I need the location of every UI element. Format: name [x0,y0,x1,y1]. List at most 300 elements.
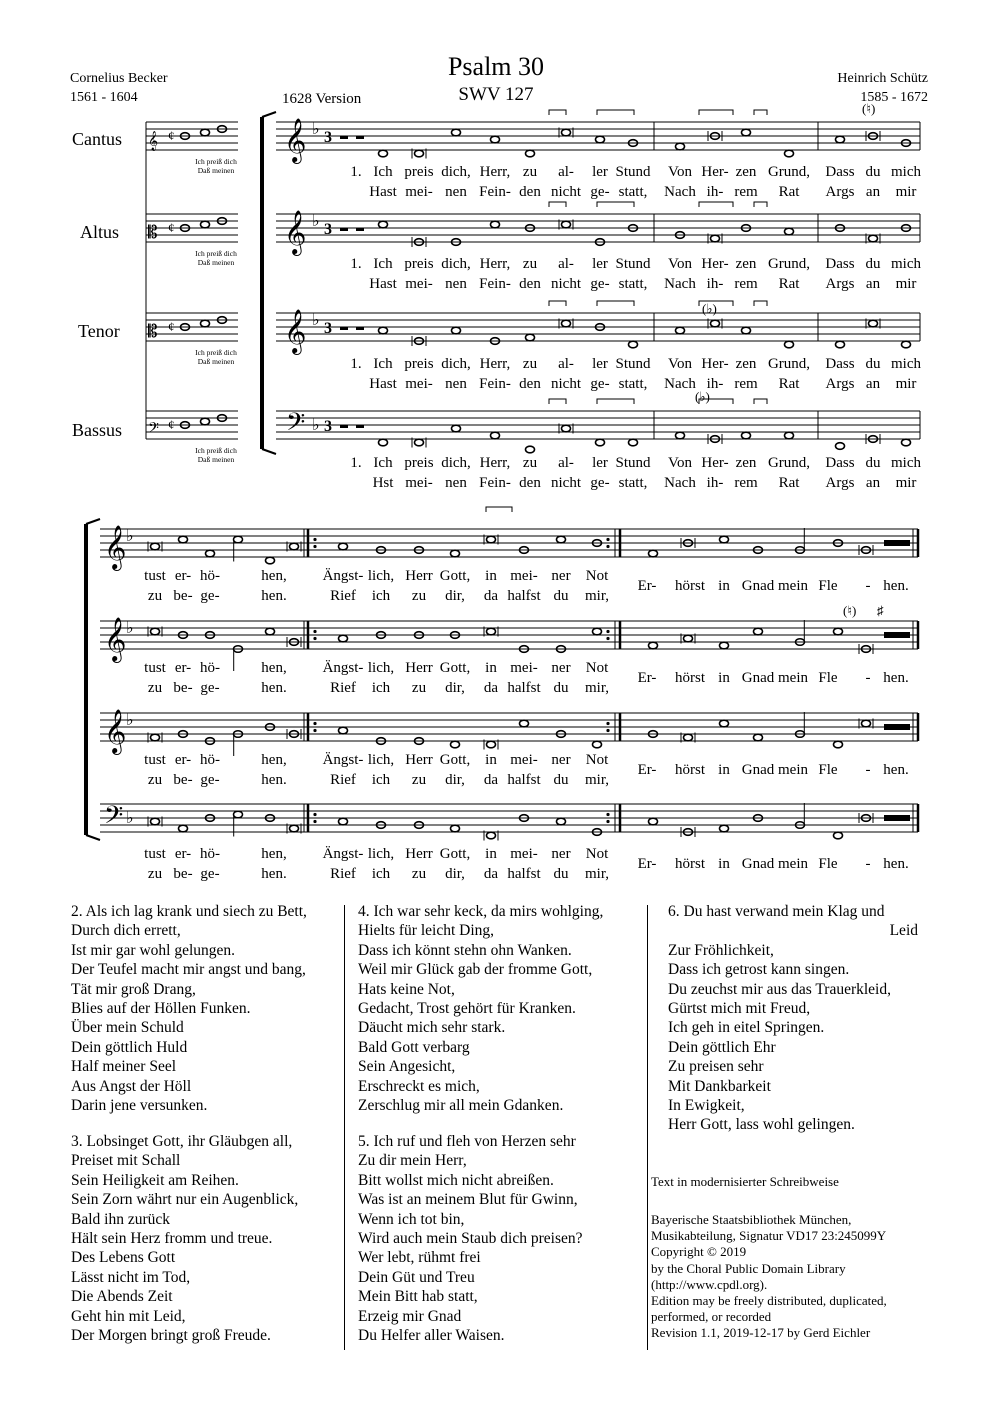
ligature-bracket [549,202,566,207]
credit-line: Revision 1.1, 2019-12-17 by Gerd Eichler [651,1325,871,1341]
lyric-syllable: Not [585,660,609,676]
lyric-syllable: nen [445,276,467,292]
stanza-line: Darin jene versunken. [71,1097,208,1115]
breve-note [415,150,424,157]
incipit-clef: 𝄞 [148,131,159,151]
lyric-syllable: - [865,762,871,778]
lyric-syllable: du [865,455,881,471]
breve-note [684,635,693,642]
lyric-syllable: Fle [818,762,838,778]
stanza-line: Half meiner Seel [71,1058,177,1076]
lyric-syllable: Dass [825,164,855,180]
lyric-syllable: Args [825,276,855,292]
lyric-syllable: rem [734,276,758,292]
ligature-bracket [549,110,566,115]
whole-note [452,129,461,136]
lyric-syllable: Gott, [439,660,471,676]
lyric-syllable: 1. [350,356,362,372]
ligature-bracket [699,202,733,207]
lyric-syllable: Ich [373,256,393,272]
repeat-dot [606,722,609,725]
stanza-line: Preiset mit Schall [71,1152,181,1170]
lyric-syllable: Ängst- [322,568,364,584]
poet-years: 1561 - 1604 [70,90,138,105]
flat-sign: ♭ [312,211,320,230]
whole-note [379,439,388,446]
lyric-syllable: Her- [701,164,729,180]
lyric-syllable: in [485,568,497,584]
stanza-line: 4. Ich war sehr keck, da mirs wohlging, [358,903,604,920]
stanza-line: 2. Als ich lag krank und siech zu Bett, [71,903,307,920]
whole-note [720,720,729,727]
lyric-syllable: Von [668,356,692,372]
stanza-line: Tät mir groß Drang, [71,980,196,998]
whole-note [179,825,188,832]
breve-note [711,320,720,327]
lyric-syllable: Args [825,475,855,491]
composer-name: Heinrich Schütz [837,71,928,86]
lyric-syllable: in [718,762,730,778]
credit-line: Edition may be freely distributed, duplicated, [651,1293,887,1309]
lyric-syllable: dir, [445,680,465,696]
breve-note [562,221,571,228]
whole-note [491,136,500,143]
lyric-syllable: hen. [261,680,287,696]
bass-clef: 𝄢 [104,801,124,836]
stanza-line: Des Lebens Gott [71,1249,176,1267]
lyric-syllable: dir, [445,772,465,788]
lyric-syllable: mei- [510,660,538,676]
stanza-line: Dein göttlich Ehr [668,1038,776,1056]
credit-line: Copyright © 2019 [651,1244,747,1260]
stanza-line: Ist mir gar wohl gelungen. [71,941,236,959]
lyric-syllable: ich [371,680,391,696]
stanza-line: 6. Du hast verwand mein Klag und [668,903,885,920]
rest [340,136,348,139]
lyric-syllable: zen [735,455,757,471]
lyric-syllable: preis [404,164,434,180]
stanza-line: Mein Bitt hab statt, [358,1288,478,1306]
lyric-syllable: er- [174,568,192,584]
whole-note [451,741,460,748]
treble-clef: 𝄞 [284,309,307,353]
ligature-bracket [549,399,566,404]
lyric-syllable: zen [735,256,757,272]
lyric-syllable: statt, [618,184,648,200]
lyric-syllable: du [865,256,881,272]
stanza-2 [71,902,307,1115]
whole-note [526,334,535,341]
lyric-syllable: mei- [510,846,538,862]
stanza-line: Däucht mich sehr stark. [358,1019,506,1037]
stanza-6 [668,902,918,1135]
accidental-mark: (♭) [695,389,710,404]
breve-note [711,235,720,242]
lyric-syllable: Von [668,256,692,272]
whole-note [836,341,845,348]
lyric-syllable: Dass [825,356,855,372]
stanza-line: Wird auch mein Staub dich preisen? [358,1230,583,1248]
lyric-syllable: Ängst- [322,660,364,676]
lyric-syllable: dir, [445,588,465,604]
whole-note [596,136,605,143]
lyric-syllable: Rat [778,475,800,491]
stanza-line: Sein Heiligkeit am Reihen. [71,1171,239,1189]
lyric-syllable: er- [174,846,192,862]
lyric-syllable: Stund [615,164,651,180]
lyric-syllable: hörst [675,670,705,686]
lyric-syllable: mei- [510,568,538,584]
lyric-syllable: mir, [585,866,609,882]
lyric-syllable: hörst [675,578,705,594]
lyric-syllable: zu [147,866,163,882]
lyric-syllable: ner [551,846,571,862]
accidental-mark: (♮) [843,603,857,618]
lyric-syllable: Ängst- [322,846,364,862]
lyric-syllable: dich, [441,256,471,272]
lyric-syllable: mir [895,376,917,392]
lyric-syllable: Rief [330,866,356,882]
treble-clef: 𝄞 [284,210,307,254]
lyric-syllable: an [865,276,881,292]
ligature-bracket [754,399,767,404]
lyric-syllable: preis [404,455,434,471]
lyric-syllable: Gnad [741,578,775,594]
lyric-syllable: Grund, [767,256,811,272]
lyric-syllable: hörst [675,762,705,778]
lyric-syllable: ler [592,256,608,272]
lyric-syllable: hen. [261,588,287,604]
lyric-syllable: mir, [585,772,609,788]
treble-clef: 𝄞 [284,118,307,162]
lyric-syllable: Rief [330,772,356,788]
whole-note [201,221,210,228]
repeat-dot [606,813,609,816]
lyric-syllable: mich [891,256,921,272]
lyric-syllable: Hast [369,376,397,392]
lyric-syllable: Nach [664,475,696,491]
breve-note [684,734,693,741]
lyric-syllable: ler [592,455,608,471]
stanza-line: Wenn ich tot bin, [358,1210,465,1228]
breve-note [151,734,160,741]
whole-note [201,418,210,425]
stanza-line: Du Helfer aller Waisen. [358,1327,505,1345]
lyric-syllable: Herr [405,660,433,676]
lyric-syllable: hö- [200,660,220,676]
stanza-line: Hielts für leicht Ding, [358,922,495,940]
lyric-syllable: mir [895,276,917,292]
lyric-syllable: den [519,276,541,292]
breve-note [290,543,299,550]
lyric-syllable: Er- [637,578,657,594]
lyric-syllable: hen. [883,856,909,872]
composer-years: 1585 - 1672 [860,90,928,105]
lyric-syllable: rem [734,475,758,491]
lyric-syllable: Gott, [439,846,471,862]
lyric-syllable: Herr, [479,455,511,471]
incipit-clef: 𝄡 [148,223,158,243]
lyric-syllable: nen [445,376,467,392]
ligature-bracket [549,301,566,306]
lyric-syllable: den [519,184,541,200]
page-subtitle: SWV 127 [458,84,534,105]
lyric-syllable: halfst [507,772,541,788]
incipit-text: Ich preiß dich [195,446,237,455]
stanza-3 [71,1132,298,1345]
stanza-line: Durch dich errett, [71,922,181,940]
whole-note [379,221,388,228]
whole-note [720,536,729,543]
lyric-syllable: Rat [778,184,800,200]
lyric-syllable: mich [891,356,921,372]
whole-note [834,832,843,839]
lyric-syllable: zu [147,588,163,604]
lyric-syllable: ge- [200,588,220,604]
lyric-syllable: zu [411,772,427,788]
lyric-syllable: mei- [405,475,433,491]
repeat-dot [313,637,316,640]
ligature-bracket [597,202,634,207]
lyric-syllable: Nach [664,184,696,200]
lyric-syllable: mei- [405,276,433,292]
lyric-syllable: Von [668,455,692,471]
whole-note [754,628,763,635]
lyric-syllable: Fein- [479,276,511,292]
lyric-syllable: al- [558,356,574,372]
whole-note [836,136,845,143]
stanza-line: Du zeuchst mir aus das Trauerkleid, [668,980,891,998]
rest [356,425,364,428]
lyric-syllable: Ich [373,455,393,471]
stanza-line: Mit Dankbarkeit [668,1077,771,1095]
lyric-syllable: ge- [590,376,610,392]
lyric-syllable: in [718,856,730,872]
lyric-syllable: Gott, [439,752,471,768]
stanza-line: Herr Gott, lass wohl gelingen. [668,1116,855,1134]
stanza-line: In Ewigkeit, [668,1097,745,1115]
lyric-syllable: lich, [367,846,395,862]
lyric-syllable: ler [592,164,608,180]
poet-name: Cornelius Becker [70,71,168,86]
stanza-line: Leid [889,922,918,940]
whole-note [557,536,566,543]
repeat-dot [606,820,609,823]
breve-note [415,439,424,446]
lyric-syllable: ich [371,866,391,882]
repeat-dot [606,637,609,640]
lyric-syllable: ge- [200,680,220,696]
final-note [884,632,910,638]
lyric-syllable: ich [371,772,391,788]
lyric-syllable: Herr, [479,256,511,272]
breve-note [487,832,496,839]
repeat-dot [313,545,316,548]
lyric-syllable: mir, [585,588,609,604]
stanza-line: Erschreckt es mich, [358,1077,480,1095]
whole-note [754,734,763,741]
stanza-line: Hält sein Herz fromm und treue. [71,1230,273,1248]
whole-note [834,741,843,748]
flat-sign: ♭ [312,119,320,138]
mensuration-sign: ¢ [168,128,175,143]
incipit-text: Ich preiß dich [195,348,237,357]
stanza-line: Lässt nicht im Tod, [71,1268,191,1286]
lyric-syllable: du [865,164,881,180]
lyric-syllable: - [865,578,871,594]
rest [340,425,348,428]
lyric-syllable: mir [895,184,917,200]
rest [340,228,348,231]
half-note [234,811,243,818]
ligature-bracket [486,507,512,512]
stanza-line: Zu preisen sehr [668,1058,764,1076]
lyric-syllable: nicht [551,276,581,292]
whole-note [834,628,843,635]
breve-note [487,536,496,543]
lyric-syllable: Args [825,376,855,392]
lyric-syllable: rem [734,184,758,200]
whole-note [593,741,602,748]
flat-sign: ♭ [126,526,134,545]
ligature-bracket [597,301,634,306]
lyric-syllable: zu [522,356,538,372]
lyric-syllable: hen. [883,578,909,594]
whole-note [201,320,210,327]
lyric-syllable: Er- [637,762,657,778]
lyric-syllable: Fein- [479,475,511,491]
lyric-syllable: Rat [778,376,800,392]
repeat-dot [606,729,609,732]
lyric-syllable: ih- [706,276,724,292]
lyric-syllable: Ich [373,356,393,372]
whole-note [629,439,638,446]
ligature-bracket [754,301,767,306]
lyric-syllable: nicht [551,184,581,200]
lyric-syllable: mir, [585,680,609,696]
whole-note [676,143,685,150]
lyric-syllable: be- [173,772,193,788]
lyric-syllable: Er- [637,670,657,686]
stanza-line: Zu dir mein Herr, [358,1152,467,1170]
lyric-syllable: preis [404,256,434,272]
lyric-syllable: dir, [445,866,465,882]
whole-note [596,439,605,446]
lyric-syllable: in [485,752,497,768]
lyric-syllable: Herr [405,752,433,768]
lyric-syllable: Hst [372,475,394,491]
lyric-syllable: hö- [200,568,220,584]
lyric-syllable: hen, [261,660,287,676]
lyric-syllable: 1. [350,256,362,272]
flat-sign: ♭ [126,808,134,827]
ligature-bracket [597,399,634,404]
credit-line: by the Choral Public Domain Library [651,1260,846,1276]
time-signature: 3 [324,221,332,238]
breve-note [862,720,871,727]
whole-note [629,341,638,348]
stanza-line: Gedacht, Trost gehört für Kranken. [358,1000,576,1018]
lyric-syllable: du [865,356,881,372]
stanza-line: Der Teufel macht mir angst und bang, [71,961,306,979]
mensuration-sign: ¢ [168,417,175,432]
lyric-syllable: zu [147,680,163,696]
ligature-bracket [754,110,767,115]
stanza-line: Aus Angst der Höll [71,1077,192,1095]
lyric-syllable: ge- [590,184,610,200]
lyric-syllable: er- [174,752,192,768]
lyric-syllable: Not [585,568,609,584]
whole-note [339,727,348,734]
lyric-syllable: Hast [369,276,397,292]
lyric-syllable: Stund [615,356,651,372]
column-divider [344,905,345,1350]
lyric-syllable: hen, [261,846,287,862]
lyric-syllable: halfst [507,588,541,604]
lyric-syllable: ge- [200,772,220,788]
stanza-line: 5. Ich ruf und fleh von Herzen sehr [358,1133,576,1150]
lyric-syllable: hen. [261,772,287,788]
lyric-syllable: Herr [405,568,433,584]
whole-note [339,635,348,642]
repeat-dot [313,538,316,541]
lyric-syllable: zen [735,356,757,372]
lyric-syllable: da [483,680,499,696]
flat-sign: ♭ [126,618,134,637]
stanza-line: Erzeig mir Gnad [358,1307,462,1325]
stanza-line: Bitt wollst mich nicht abreißen. [358,1171,554,1189]
lyric-syllable: Args [825,184,855,200]
lyric-syllable: Grund, [767,164,811,180]
lyric-syllable: hö- [200,752,220,768]
lyric-syllable: ner [551,568,571,584]
whole-note [526,446,535,453]
lyric-syllable: statt, [618,276,648,292]
lyric-syllable: preis [404,356,434,372]
incipit-text: Daß meinen [197,357,235,366]
whole-note [785,150,794,157]
lyric-syllable: lich, [367,568,395,584]
lyric-syllable: Rat [778,276,800,292]
voice-label-cantus: Cantus [72,129,123,149]
bracket-hook [86,519,100,524]
lyric-syllable: mein [778,762,808,778]
lyric-syllable: Herr, [479,356,511,372]
lyric-syllable: ge- [590,276,610,292]
repeat-dot [606,630,609,633]
lyric-syllable: ih- [706,475,724,491]
lyric-syllable: dich, [441,164,471,180]
lyric-syllable: Fein- [479,376,511,392]
lyric-syllable: ih- [706,184,724,200]
lyric-syllable: zu [522,256,538,272]
whole-note [649,818,658,825]
lyric-syllable: halfst [507,680,541,696]
lyric-syllable: Ängst- [322,752,364,768]
incipit-text: Daß meinen [197,455,235,464]
flat-sign: ♭ [312,310,320,329]
repeat-dot [313,729,316,732]
version-label: 1628 Version [282,91,362,107]
stanza-line: Bald Gott verbarg [358,1038,470,1056]
whole-note [520,720,529,727]
time-signature: 3 [324,418,332,435]
flat-sign: ♭ [312,415,320,434]
breve-note [562,129,571,136]
stanza-line: Über mein Schuld [71,1019,184,1037]
lyric-syllable: Her- [701,256,729,272]
credit-line: Musikabteilung, Signatur VD17 23:245099Y [651,1228,887,1244]
